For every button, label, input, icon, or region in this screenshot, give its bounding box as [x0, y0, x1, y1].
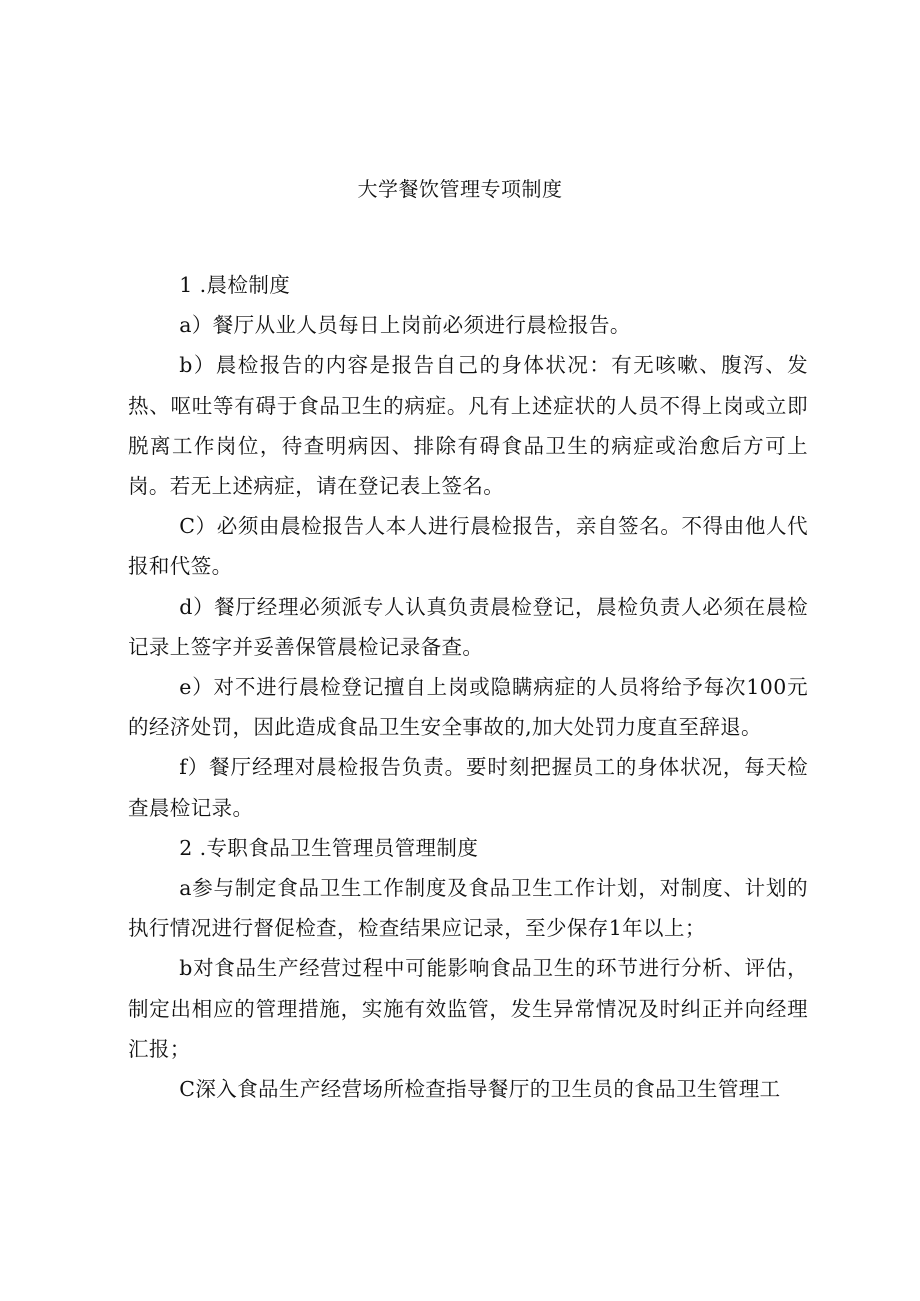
section-heading-hygiene-manager: 2 .专职食品卫生管理员管理制度	[179, 835, 479, 860]
document-body	[128, 265, 808, 1109]
paragraph-item-e: e）对不进行晨检登记擅自上岗或隐瞒病症的人员将给予每次100元的经济处罚，因此造成食品卫生安全事故的,加大处罚力度直至辞退。	[128, 675, 808, 740]
section-heading-morning-check: 1 .晨检制度	[179, 273, 291, 297]
paragraph-manager-item-c: C深入食品生产经营场所检查指导餐厅的卫生员的食品卫生管理工	[179, 1077, 781, 1102]
document-title: 大学餐饮管理专项制度	[357, 177, 563, 201]
paragraph-item-c: C）必须由晨检报告人本人进行晨检报告，亲自签名。不得由他人代报和代签。	[128, 514, 808, 579]
paragraph-item-f: f）餐厅经理对晨检报告负责。要时刻把握员工的身体状况，每天检查晨检记录。	[128, 755, 808, 820]
paragraph-manager-item-a: a参与制定食品卫生工作制度及食品卫生工作计划，对制度、计划的执行情况进行督促检查，检查结果应记录，至少保存1年以上；	[128, 876, 808, 941]
paragraph-item-b: b）晨检报告的内容是报告自己的身体状况：有无咳嗽、腹泻、发热、呕吐等有碍于食品卫生的病症。凡有上述症状的人员不得上岗或立即脱离工作岗位，待查明病因、排除有碍食品卫生的病症或治愈后方可上岗。若无上述病症，请在登记表上签名。	[128, 353, 808, 499]
paragraph-item-a: a）餐厅从业人员每日上岗前必须进行晨检报告。	[179, 313, 631, 338]
paragraph-manager-item-b: b对食品生产经营过程中可能影响食品卫生的环节进行分析、评估，制定出相应的管理措施，实施有效监管，发生异常情况及时纠正并向经理汇报；	[128, 956, 808, 1061]
paragraph-item-d: d）餐厅经理必须派专人认真负责晨检登记，晨检负责人必须在晨检记录上签字并妥善保管晨检记录备查。	[128, 594, 808, 659]
